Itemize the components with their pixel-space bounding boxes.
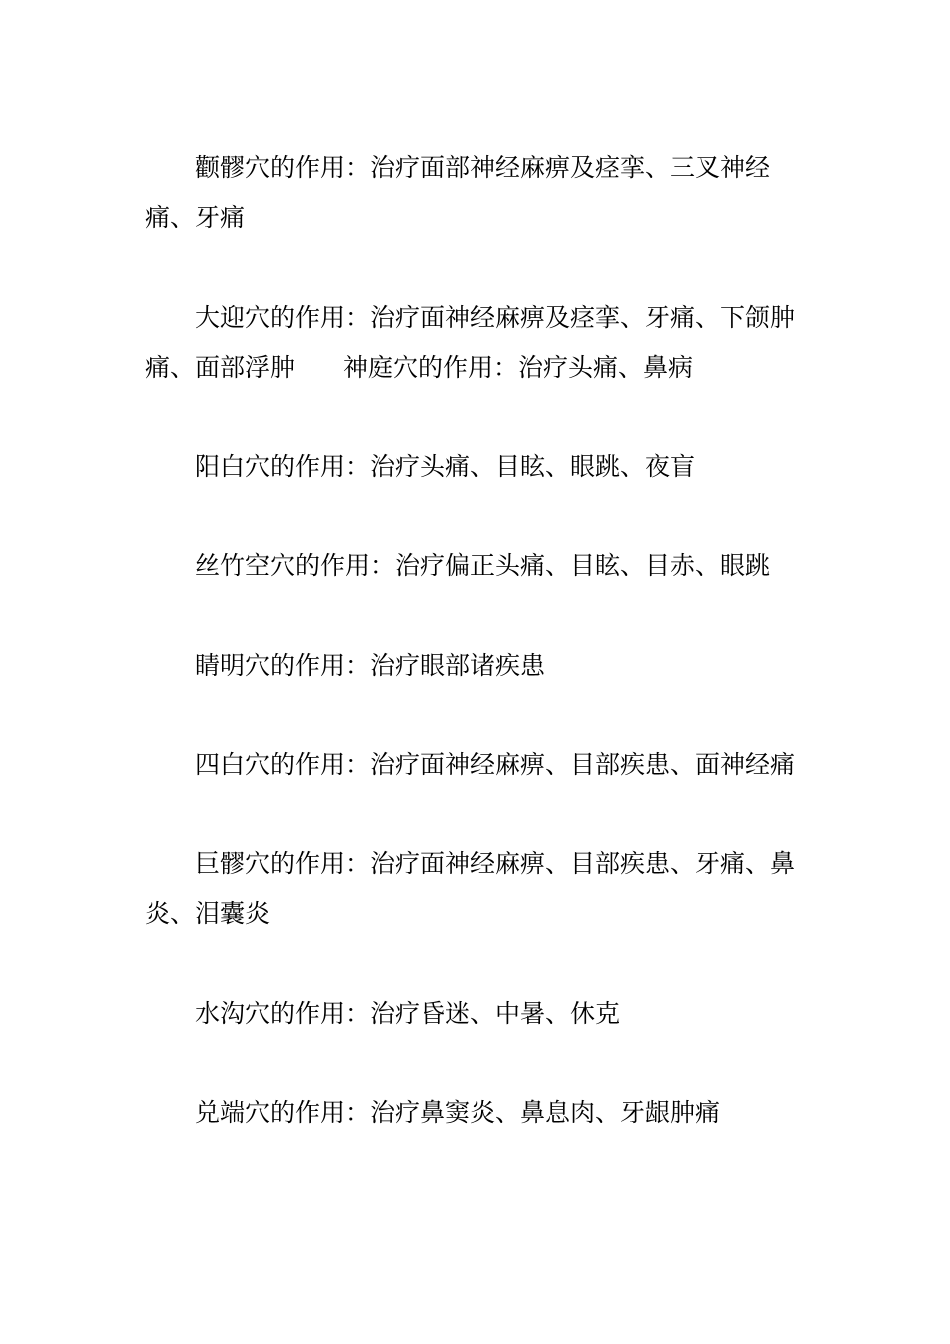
paragraph-quanliao <box>145 143 810 243</box>
paragraph-text: 水沟穴的作用：治疗昏迷、中暑、休克 <box>195 999 621 1028</box>
paragraph-text: 大迎穴的作用：治疗面神经麻痹及痉挛、牙痛、下颌肿痛、面部浮肿 <box>145 303 796 382</box>
paragraph-sibai <box>145 740 810 790</box>
paragraph-text: 巨髎穴的作用：治疗面神经麻痹、目部疾患、牙痛、鼻炎、泪囊炎 <box>145 849 796 928</box>
paragraph-text: 兑端穴的作用：治疗鼻窦炎、鼻息肉、牙龈肿痛 <box>195 1098 721 1127</box>
paragraph-text-shenting: 神庭穴的作用：治疗头痛、鼻病 <box>343 353 694 382</box>
paragraph-text: 阳白穴的作用：治疗头痛、目眩、眼跳、夜盲 <box>195 452 696 481</box>
paragraph-text: 丝竹空穴的作用：治疗偏正头痛、目眩、目赤、眼跳 <box>195 551 771 580</box>
paragraph-duiduan <box>145 1088 810 1138</box>
paragraph-juliao <box>145 839 810 939</box>
paragraph-daying <box>145 293 810 393</box>
paragraph-yangbai <box>145 442 810 492</box>
paragraph-sizhukong <box>145 541 810 591</box>
paragraph-text: 四白穴的作用：治疗面神经麻痹、目部疾患、面神经痛 <box>195 750 796 779</box>
paragraph-text: 睛明穴的作用：治疗眼部诸疾患 <box>195 651 546 680</box>
paragraph-text: 颧髎穴的作用：治疗面部神经麻痹及痉挛、三叉神经痛、牙痛 <box>145 153 771 232</box>
paragraph-jingming <box>145 641 810 691</box>
paragraph-shuigou <box>145 989 810 1039</box>
